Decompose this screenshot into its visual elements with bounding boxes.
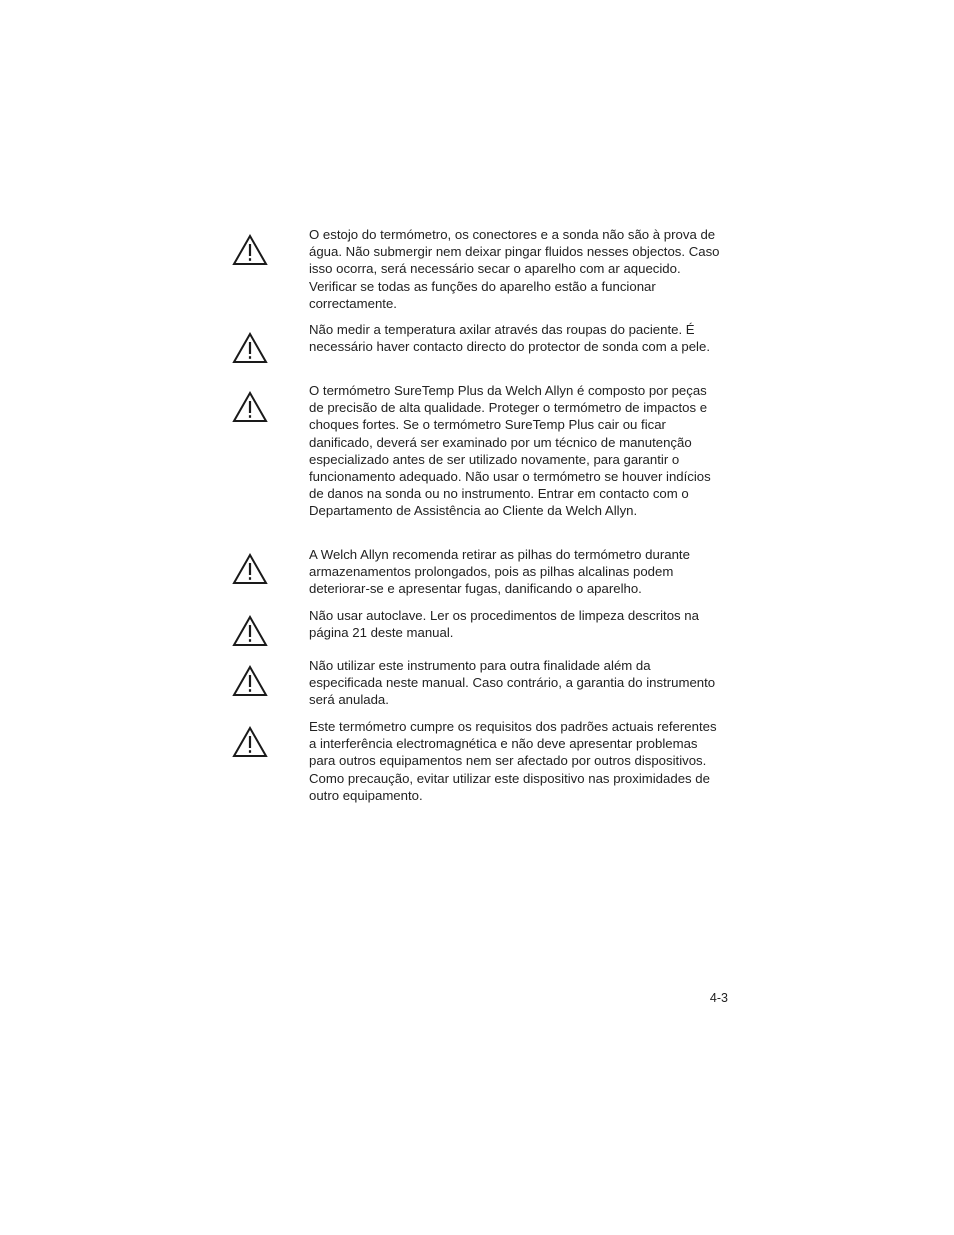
warning-text: Não medir a temperatura axilar através das roupas do paciente. É necessário haver contacto directo do protector de sonda com a pele. bbox=[309, 322, 710, 355]
warning-triangle-icon bbox=[232, 234, 268, 266]
warning-text: Não utilizar este instrumento para outra finalidade além da especificada neste manual. Caso contrário, a garantia do instrumento será anulada. bbox=[309, 658, 716, 708]
warning-text: O termómetro SureTemp Plus da Welch Allyn é composto por peças de precisão de alta qualidade. Proteger o termómetro de impactos e choques fortes. Se o termómetro SureTemp Plus cair ou ficar danificado, deverá ser examinado por um técnico de manutenção especializado antes de ser utilizado novamente, para garantir o funcionamento adequado. Não usar o termómetro se houver indícios de danos na sonda ou no instrumento. Entrar em contacto com o Departamento de Assistência ao Cliente da Welch Allyn. bbox=[309, 383, 711, 519]
warning-triangle-icon bbox=[232, 615, 268, 647]
warning-text: Este termómetro cumpre os requisitos dos padrões actuais referentes a interferência electromagnética e não deve apresentar problemas para outros equipamentos nem ser afectado por outros dispositivos. Como precaução, evitar utilizar este dispositivo nas proximidades de outro equipamento. bbox=[309, 719, 717, 803]
warning-triangle-icon bbox=[232, 726, 268, 758]
warning-text: A Welch Allyn recomenda retirar as pilhas do termómetro durante armazenamentos prolongados, pois as pilhas alcalinas podem deteriorar-se e apresentar fugas, danificando o aparelho. bbox=[309, 547, 690, 597]
warning-text: O estojo do termómetro, os conectores e a sonda não são à prova de água. Não submergir nem deixar pingar fluidos nesses objectos. Caso isso ocorra, será necessário secar o aparelho com ar aquecido. Verificar se todas as funções do aparelho estão a funcionar correctamente. bbox=[309, 227, 720, 311]
warning-triangle-icon bbox=[232, 665, 268, 697]
warning-triangle-icon bbox=[232, 553, 268, 585]
page-number: 4-3 bbox=[709, 991, 728, 1005]
warning-triangle-icon bbox=[232, 391, 268, 423]
warning-text: Não usar autoclave. Ler os procedimentos de limpeza descritos na página 21 deste manual. bbox=[309, 608, 699, 641]
warning-triangle-icon bbox=[232, 332, 268, 364]
